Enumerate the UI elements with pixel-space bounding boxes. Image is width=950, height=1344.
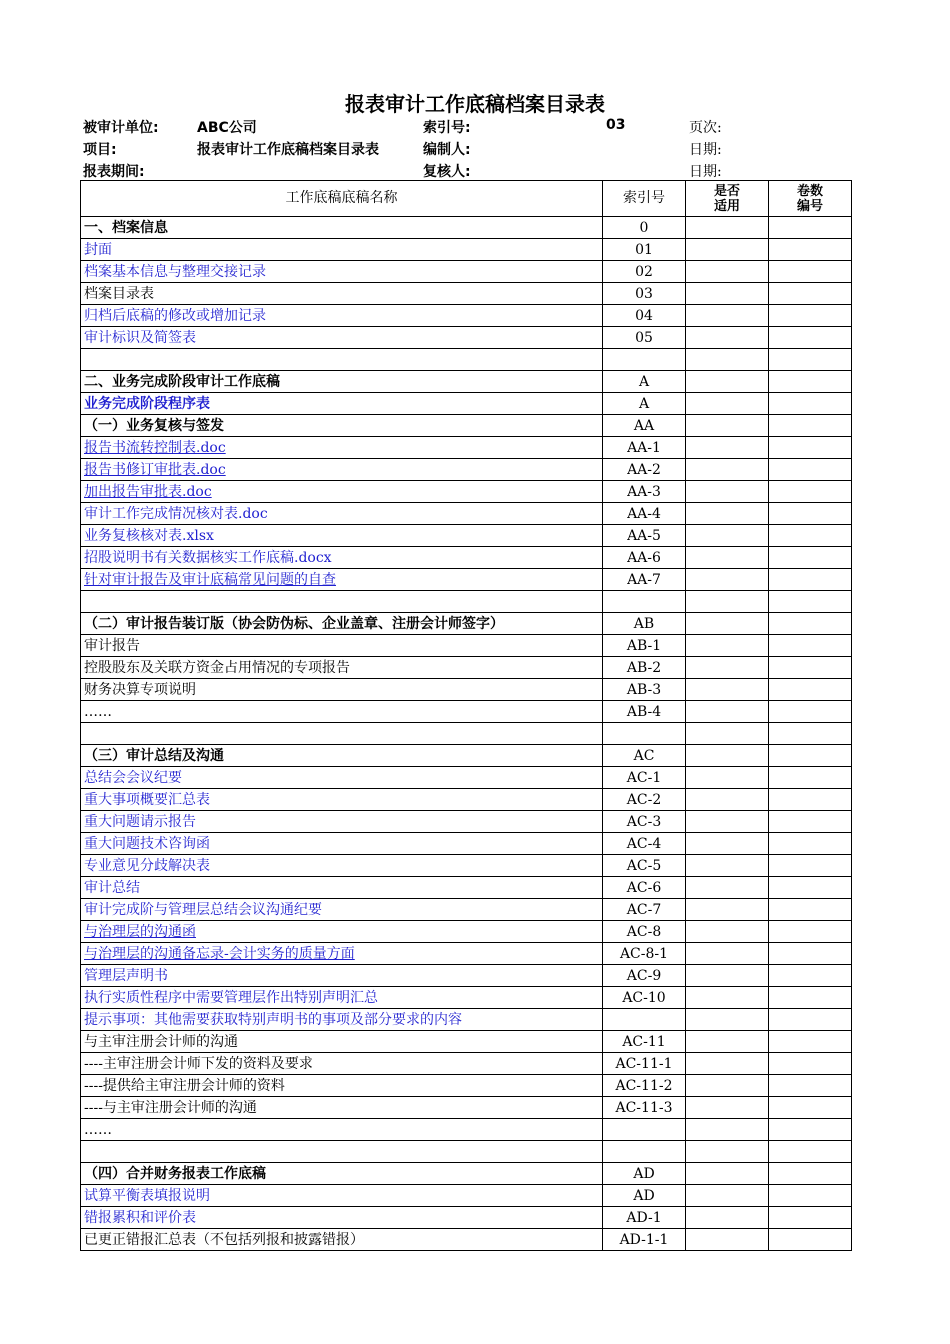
applicable-cell	[686, 481, 769, 503]
applicable-cell	[686, 393, 769, 415]
volume-number-cell	[769, 503, 852, 525]
volume-number-cell	[769, 679, 852, 701]
volume-number-cell	[769, 371, 852, 393]
workpaper-index: 02	[603, 261, 686, 283]
workpaper-name: ……	[81, 1119, 603, 1141]
report-period-label: 报表期间:	[83, 164, 145, 180]
workpaper-index: AA-3	[603, 481, 686, 503]
applicable-cell	[686, 305, 769, 327]
applicable-cell	[686, 877, 769, 899]
workpaper-index: AC-10	[603, 987, 686, 1009]
applicable-cell	[686, 613, 769, 635]
workpaper-link[interactable]: 审计工作完成情况核对表.doc	[81, 503, 603, 525]
workpaper-index: AB-1	[603, 635, 686, 657]
table-row	[81, 987, 852, 1009]
table-row	[81, 1185, 852, 1207]
table-row	[81, 239, 852, 261]
table-row	[81, 547, 852, 569]
reviewed-date-label: 日期:	[689, 164, 722, 180]
workpaper-link[interactable]: 业务完成阶段程序表	[81, 393, 603, 415]
volume-number-cell	[769, 393, 852, 415]
workpaper-link[interactable]: 执行实质性程序中需要管理层作出特别声明汇总	[81, 987, 603, 1009]
workpaper-index: A	[603, 371, 686, 393]
workpaper-name: （一）业务复核与签发	[81, 415, 603, 437]
applicable-cell	[686, 1141, 769, 1163]
applicable-cell	[686, 525, 769, 547]
workpaper-link[interactable]: 专业意见分歧解决表	[81, 855, 603, 877]
table-row	[81, 657, 852, 679]
table-row	[81, 1229, 852, 1251]
volume-number-cell	[769, 701, 852, 723]
volume-number-cell	[769, 1185, 852, 1207]
workpaper-index: AC-8	[603, 921, 686, 943]
table-row	[81, 415, 852, 437]
volume-number-cell	[769, 855, 852, 877]
applicable-cell	[686, 745, 769, 767]
workpaper-index: AA-1	[603, 437, 686, 459]
volume-number-cell	[769, 1009, 852, 1031]
workpaper-index: 04	[603, 305, 686, 327]
applicable-cell	[686, 921, 769, 943]
workpaper-link[interactable]: 重大事项概要汇总表	[81, 789, 603, 811]
volume-number-cell	[769, 481, 852, 503]
applicable-cell	[686, 437, 769, 459]
workpaper-index: AB-4	[603, 701, 686, 723]
applicable-cell	[686, 723, 769, 745]
prepared-date-label: 日期:	[689, 142, 722, 158]
volume-number-cell	[769, 635, 852, 657]
volume-number-cell	[769, 437, 852, 459]
table-row	[81, 811, 852, 833]
applicable-cell	[686, 679, 769, 701]
workpaper-index: AC-11	[603, 1031, 686, 1053]
workpaper-link[interactable]: 重大问题请示报告	[81, 811, 603, 833]
table-row	[81, 261, 852, 283]
applicable-cell	[686, 899, 769, 921]
volume-number-cell	[769, 789, 852, 811]
archive-index-table	[80, 180, 852, 1251]
workpaper-index: AC-7	[603, 899, 686, 921]
column-header-volume	[769, 181, 852, 217]
workpaper-link[interactable]: 报告书流转控制表.doc	[81, 437, 603, 459]
table-row	[81, 789, 852, 811]
workpaper-link[interactable]: 管理层声明书	[81, 965, 603, 987]
applicable-cell	[686, 1053, 769, 1075]
volume-number-cell	[769, 767, 852, 789]
volume-number-cell	[769, 415, 852, 437]
volume-number-cell	[769, 283, 852, 305]
column-header-volume-line1: 卷数	[796, 183, 823, 199]
applicable-cell	[686, 1031, 769, 1053]
volume-number-cell	[769, 943, 852, 965]
workpaper-link[interactable]: 总结会会议纪要	[81, 767, 603, 789]
workpaper-name	[81, 1141, 603, 1163]
volume-number-cell	[769, 987, 852, 1009]
applicable-cell	[686, 283, 769, 305]
workpaper-name: （二）审计报告装订版（协会防伪标、企业盖章、注册会计师签字）	[81, 613, 603, 635]
volume-number-cell	[769, 1119, 852, 1141]
workpaper-index: AC-6	[603, 877, 686, 899]
table-row	[81, 503, 852, 525]
volume-number-cell	[769, 261, 852, 283]
table-row	[81, 459, 852, 481]
workpaper-index: AD-1	[603, 1207, 686, 1229]
applicable-cell	[686, 1163, 769, 1185]
applicable-cell	[686, 1097, 769, 1119]
table-row	[81, 327, 852, 349]
workpaper-index: 05	[603, 327, 686, 349]
workpaper-index: AD-1-1	[603, 1229, 686, 1251]
table-row	[81, 569, 852, 591]
volume-number-cell	[769, 547, 852, 569]
volume-number-cell	[769, 349, 852, 371]
project-label: 项目:	[83, 142, 117, 158]
volume-number-cell	[769, 965, 852, 987]
workpaper-name: （四）合并财务报表工作底稿	[81, 1163, 603, 1185]
table-header-row	[81, 181, 852, 217]
workpaper-link[interactable]: 加出报告审批表.doc	[81, 481, 603, 503]
workpaper-index: AA-4	[603, 503, 686, 525]
volume-number-cell	[769, 899, 852, 921]
workpaper-index: 01	[603, 239, 686, 261]
table-row	[81, 1031, 852, 1053]
workpaper-name: ----与主审注册会计师的沟通	[81, 1097, 603, 1119]
audited-unit-value: ABC公司	[197, 120, 257, 136]
workpaper-index: AC-5	[603, 855, 686, 877]
workpaper-link[interactable]: 与治理层的沟通备忘录-会计实务的质量方面	[81, 943, 603, 965]
table-row	[81, 591, 852, 613]
workpaper-link[interactable]: 审计完成阶与管理层总结会议沟通纪要	[81, 899, 603, 921]
volume-number-cell	[769, 877, 852, 899]
workpaper-name: 二、业务完成阶段审计工作底稿	[81, 371, 603, 393]
workpaper-name: 档案目录表	[81, 283, 603, 305]
volume-number-cell	[769, 1141, 852, 1163]
table-row	[81, 943, 852, 965]
table-row	[81, 965, 852, 987]
column-header-applicable-line2: 适用	[713, 198, 740, 214]
applicable-cell	[686, 987, 769, 1009]
workpaper-index	[603, 1141, 686, 1163]
table-row	[81, 877, 852, 899]
workpaper-index	[603, 1009, 686, 1031]
table-row	[81, 1097, 852, 1119]
workpaper-name	[81, 349, 603, 371]
table-row	[81, 371, 852, 393]
volume-number-cell	[769, 1053, 852, 1075]
applicable-cell	[686, 657, 769, 679]
column-header-applicable	[686, 181, 769, 217]
workpaper-link[interactable]: 与治理层的沟通函	[81, 921, 603, 943]
workpaper-name: 财务决算专项说明	[81, 679, 603, 701]
workpaper-index: A	[603, 393, 686, 415]
workpaper-link[interactable]: 封面	[81, 239, 603, 261]
table-row	[81, 349, 852, 371]
volume-number-cell	[769, 811, 852, 833]
column-header-index: 索引号	[603, 181, 686, 217]
volume-number-cell	[769, 217, 852, 239]
workpaper-name: ----主审注册会计师下发的资料及要求	[81, 1053, 603, 1075]
volume-number-cell	[769, 305, 852, 327]
workpaper-index: AA-2	[603, 459, 686, 481]
table-row	[81, 767, 852, 789]
table-row	[81, 745, 852, 767]
table-row	[81, 305, 852, 327]
applicable-cell	[686, 635, 769, 657]
volume-number-cell	[769, 1207, 852, 1229]
workpaper-index	[603, 723, 686, 745]
applicable-cell	[686, 415, 769, 437]
workpaper-link[interactable]: 业务复核核对表.xlsx	[81, 525, 603, 547]
workpaper-index: 03	[603, 283, 686, 305]
table-row	[81, 701, 852, 723]
table-row	[81, 283, 852, 305]
volume-number-cell	[769, 657, 852, 679]
workpaper-index: AC-9	[603, 965, 686, 987]
workpaper-index: AC-11-1	[603, 1053, 686, 1075]
workpaper-index: AA-6	[603, 547, 686, 569]
table-row	[81, 921, 852, 943]
applicable-cell	[686, 833, 769, 855]
volume-number-cell	[769, 1163, 852, 1185]
page-title: 报表审计工作底稿档案目录表	[345, 92, 605, 116]
workpaper-name: ……	[81, 701, 603, 723]
table-row	[81, 855, 852, 877]
workpaper-link[interactable]: 错报累积和评价表	[81, 1207, 603, 1229]
workpaper-name: 一、档案信息	[81, 217, 603, 239]
workpaper-index: AA	[603, 415, 686, 437]
workpaper-index: AB-3	[603, 679, 686, 701]
table-row	[81, 1119, 852, 1141]
table-row	[81, 481, 852, 503]
workpaper-index: 0	[603, 217, 686, 239]
workpaper-name: 已更正错报汇总表（不包括列报和披露错报）	[81, 1229, 603, 1251]
workpaper-index: AB-2	[603, 657, 686, 679]
volume-number-cell	[769, 569, 852, 591]
volume-number-cell	[769, 327, 852, 349]
applicable-cell	[686, 943, 769, 965]
workpaper-name: 控股股东及关联方资金占用情况的专项报告	[81, 657, 603, 679]
table-row	[81, 525, 852, 547]
table-row	[81, 635, 852, 657]
applicable-cell	[686, 767, 769, 789]
index-number-label: 索引号:	[423, 120, 471, 136]
applicable-cell	[686, 547, 769, 569]
table-row	[81, 833, 852, 855]
applicable-cell	[686, 789, 769, 811]
workpaper-index: AC-2	[603, 789, 686, 811]
volume-number-cell	[769, 745, 852, 767]
preparer-label: 编制人:	[423, 142, 471, 158]
workpaper-index	[603, 349, 686, 371]
table-row	[81, 1009, 852, 1031]
applicable-cell	[686, 459, 769, 481]
project-value: 报表审计工作底稿档案目录表	[197, 142, 379, 158]
table-row	[81, 679, 852, 701]
volume-number-cell	[769, 239, 852, 261]
workpaper-index: AC-3	[603, 811, 686, 833]
volume-number-cell	[769, 833, 852, 855]
applicable-cell	[686, 349, 769, 371]
table-row	[81, 393, 852, 415]
workpaper-name	[81, 723, 603, 745]
applicable-cell	[686, 239, 769, 261]
column-header-name: 工作底稿底稿名称	[81, 181, 603, 217]
table-row	[81, 1163, 852, 1185]
workpaper-index: AA-7	[603, 569, 686, 591]
workpaper-link[interactable]: 归档后底稿的修改或增加记录	[81, 305, 603, 327]
table-row	[81, 1141, 852, 1163]
workpaper-index: AC-11-2	[603, 1075, 686, 1097]
index-number-value: 03	[606, 117, 626, 133]
applicable-cell	[686, 591, 769, 613]
page-number-label: 页次:	[689, 120, 722, 136]
workpaper-link[interactable]: 审计标识及简签表	[81, 327, 603, 349]
workpaper-link[interactable]: 档案基本信息与整理交接记录	[81, 261, 603, 283]
volume-number-cell	[769, 723, 852, 745]
applicable-cell	[686, 1075, 769, 1097]
workpaper-index	[603, 1119, 686, 1141]
column-header-applicable-line1: 是否	[713, 183, 740, 199]
applicable-cell	[686, 1207, 769, 1229]
volume-number-cell	[769, 1097, 852, 1119]
audited-unit-label: 被审计单位:	[83, 120, 159, 136]
volume-number-cell	[769, 1075, 852, 1097]
workpaper-index: AC-11-3	[603, 1097, 686, 1119]
applicable-cell	[686, 261, 769, 283]
volume-number-cell	[769, 1031, 852, 1053]
workpaper-index: AA-5	[603, 525, 686, 547]
workpaper-index: AD	[603, 1185, 686, 1207]
table-row	[81, 723, 852, 745]
column-header-volume-line2: 编号	[796, 198, 823, 214]
workpaper-link[interactable]: 重大问题技术咨询函	[81, 833, 603, 855]
volume-number-cell	[769, 613, 852, 635]
workpaper-link[interactable]: 针对审计报告及审计底稿常见问题的自查	[81, 569, 603, 591]
workpaper-index: AD	[603, 1163, 686, 1185]
workpaper-index: AC	[603, 745, 686, 767]
applicable-cell	[686, 327, 769, 349]
applicable-cell	[686, 371, 769, 393]
applicable-cell	[686, 503, 769, 525]
applicable-cell	[686, 1229, 769, 1251]
table-row	[81, 217, 852, 239]
applicable-cell	[686, 1119, 769, 1141]
workpaper-link[interactable]: 提示事项：其他需要获取特别声明书的事项及部分要求的内容	[81, 1009, 603, 1031]
table-row	[81, 899, 852, 921]
workpaper-index: AC-1	[603, 767, 686, 789]
applicable-cell	[686, 569, 769, 591]
workpaper-index	[603, 591, 686, 613]
table-row	[81, 437, 852, 459]
workpaper-name: （三）审计总结及沟通	[81, 745, 603, 767]
applicable-cell	[686, 1009, 769, 1031]
workpaper-name	[81, 591, 603, 613]
applicable-cell	[686, 701, 769, 723]
table-row	[81, 613, 852, 635]
workpaper-link[interactable]: 招股说明书有关数据核实工作底稿.docx	[81, 547, 603, 569]
table-row	[81, 1053, 852, 1075]
workpaper-name: 与主审注册会计师的沟通	[81, 1031, 603, 1053]
applicable-cell	[686, 811, 769, 833]
reviewer-label: 复核人:	[423, 164, 471, 180]
workpaper-index: AB	[603, 613, 686, 635]
workpaper-index: AC-4	[603, 833, 686, 855]
volume-number-cell	[769, 921, 852, 943]
workpaper-link[interactable]: 报告书修订审批表.doc	[81, 459, 603, 481]
applicable-cell	[686, 855, 769, 877]
volume-number-cell	[769, 1229, 852, 1251]
workpaper-name: ----提供给主审注册会计师的资料	[81, 1075, 603, 1097]
workpaper-index: AC-8-1	[603, 943, 686, 965]
applicable-cell	[686, 965, 769, 987]
volume-number-cell	[769, 525, 852, 547]
workpaper-link[interactable]: 试算平衡表填报说明	[81, 1185, 603, 1207]
table-row	[81, 1075, 852, 1097]
workpaper-link[interactable]: 审计总结	[81, 877, 603, 899]
table-row	[81, 1207, 852, 1229]
workpaper-name: 审计报告	[81, 635, 603, 657]
volume-number-cell	[769, 459, 852, 481]
volume-number-cell	[769, 591, 852, 613]
applicable-cell	[686, 1185, 769, 1207]
applicable-cell	[686, 217, 769, 239]
